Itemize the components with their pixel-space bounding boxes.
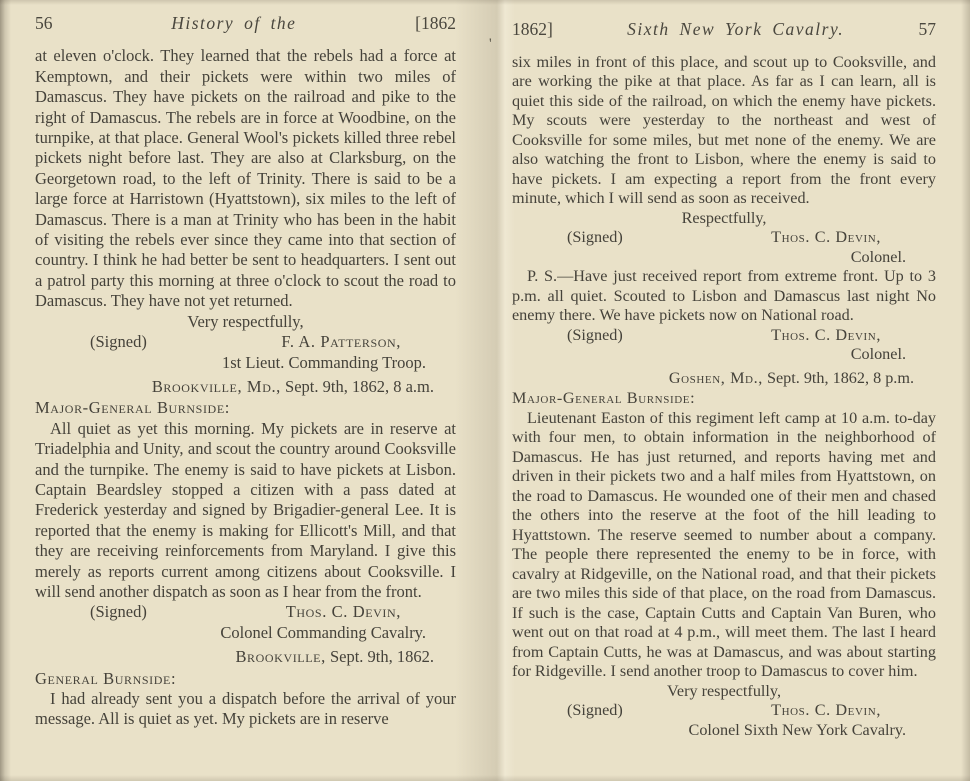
signature-name: Thos. C. Devin, [285, 602, 401, 622]
left-closing-1: Very respectfully, [187, 311, 304, 331]
dateline-place: Brookville, Md., [151, 376, 281, 396]
right-signature-row-2 [512, 326, 936, 346]
right-signature-title-2: Colonel. [850, 345, 906, 363]
left-page-header [35, 13, 456, 33]
dateline-rest: Sept. 9th, 1862. [329, 647, 434, 667]
left-year-marker: [1862 [415, 13, 456, 33]
left-page-number: 56 [35, 13, 53, 33]
signed-label: (Signed) [567, 228, 623, 246]
right-page-header [512, 20, 936, 40]
right-signature-title-1: Colonel. [850, 247, 906, 266]
signed-label: (Signed) [90, 332, 147, 352]
right-closing-1: Respectfully, [681, 208, 767, 227]
left-running-title: History of the [171, 13, 297, 33]
right-signature-title-3: Colonel Sixth New York Cavalry. [688, 720, 906, 739]
signature-name: F. A. Patterson, [281, 332, 401, 352]
signed-label: (Signed) [567, 325, 623, 344]
dateline-rest: Sept. 9th, 1862, 8 p.m. [766, 368, 914, 387]
left-signature-title-2: Colonel Commanding Cavalry. [220, 622, 426, 642]
left-paragraph-3: I had already sent you a dispatch before the arrival of your message. All is quiet as yet. My pickets are in reserve [35, 689, 456, 729]
right-year-marker: 1862] [512, 19, 553, 39]
left-salutation-2: General Burnside: [35, 668, 177, 688]
dateline-place: Goshen, Md., [668, 368, 763, 387]
right-postscript: P. S.—Have just received report from extreme front. Up to 3 p.m. all quiet. Scouted to Lisbon and Damascus last night No enemy there. We have pickets now on National road. [512, 267, 936, 324]
stray-ink-mark: ' [489, 36, 492, 52]
right-paragraph-2: Lieutenant Easton of this regiment left camp at 10 a.m. to-day with four men, to obtain information in the neighborhood of Damascus. He has just returned, and reports having met and driven in their pickets two and a half miles from Hyattstown, on the road to Damascus. He wounded one of their men and chased the others into the reserve at the foot of the hill leading to Hyattstown. The reserve seemed to number about a company. The people there represented the enemy to be in force, with cavalry at Ridgeville, on the National road, and that their pickets are two miles this side of that place, on the road from Damascus. If such is the case, Captain Cutts and Captain Van Buren, who went out on that road at 4 p.m., will meet them. The last I heard from Captain Cutts, he was at Damascus, and was about starting for Ridgeville. I send another troop to Damascus to cover him. [512, 408, 936, 680]
right-signature-row-1 [512, 228, 936, 248]
signature-name: Thos. C. Devin, [771, 325, 881, 344]
right-signature-row-3 [512, 701, 936, 721]
right-closing-2: Very respectfully, [666, 681, 781, 700]
left-dateline-1 [35, 377, 456, 397]
right-page [512, 20, 936, 740]
right-page-number: 57 [918, 19, 936, 39]
right-paragraph-1: six miles in front of this place, and scout up to Cooksville, and are working the pike at that place. As far as I can learn, all is quiet this side of the railroad, on which the enemy have pickets. My scouts were yesterday to the northeast and west of Cooksville for some miles, but met none of the enemy. We are also watching the front to Lisbon, where the enemy is said to have pickets. I am expecting a report from the front every minute, which I will send as soon as received. [512, 52, 936, 207]
left-signature-row-1 [35, 332, 456, 352]
signature-name: Thos. C. Devin, [771, 228, 881, 246]
left-paragraph-1: at eleven o'clock. They learned that the rebels had a force at Kemptown, and their pickets were within two miles of Damascus. They have pickets on the railroad and pike to the right of Damascus. The rebels are in force at Woodbine, on the turnpike, at that place. General Wool's pickets killed three rebel pickets night before last. They are also at Clarksburg, on the Georgetown road, to the left of Trinity. There is said to be a large force at Harristown (Hyattstown), six miles to the left of Damascus. There is a man at Trinity who has been in the habit of visiting the rebels ever since they came into that section of country. I think he had better be sent to headquarters. I sent out a patrol party this morning at three o'clock to scout the road to Damascus. They have not yet returned. [35, 46, 456, 311]
right-dateline [512, 369, 936, 389]
signed-label: (Signed) [90, 602, 147, 622]
dateline-place: Brookville, [235, 647, 326, 667]
right-running-title: Sixth New York Cavalry. [627, 19, 845, 39]
signed-label: (Signed) [567, 701, 623, 719]
signature-name: Thos. C. Devin, [771, 701, 881, 719]
left-signature-row-2 [35, 602, 456, 622]
left-salutation-1: Major-General Burnside: [35, 398, 230, 418]
left-dateline-2 [35, 647, 456, 667]
right-salutation: Major-General Burnside: [512, 389, 696, 407]
left-paragraph-2: All quiet as yet this morning. My pickets are in reserve at Triadelphia and Unity, and scout the country around Cooksville and the turnpike. The enemy is said to have pickets at Lisbon. Captain Beardsley stopped a citizen with a pass dated at Frederick yesterday and signed by Brigadier-general Lee. It is reported that the enemy is making for Ellicott's Mill, and that they are receiving reinforcements from Maryland. I give this merely as reports current among citizens about Cooksville. I will send another dispatch as soon as I hear from the front. [35, 418, 456, 601]
left-signature-title-1: 1st Lieut. Commanding Troop. [222, 352, 426, 372]
dateline-rest: Sept. 9th, 1862, 8 a.m. [285, 376, 434, 396]
left-page [35, 13, 456, 730]
